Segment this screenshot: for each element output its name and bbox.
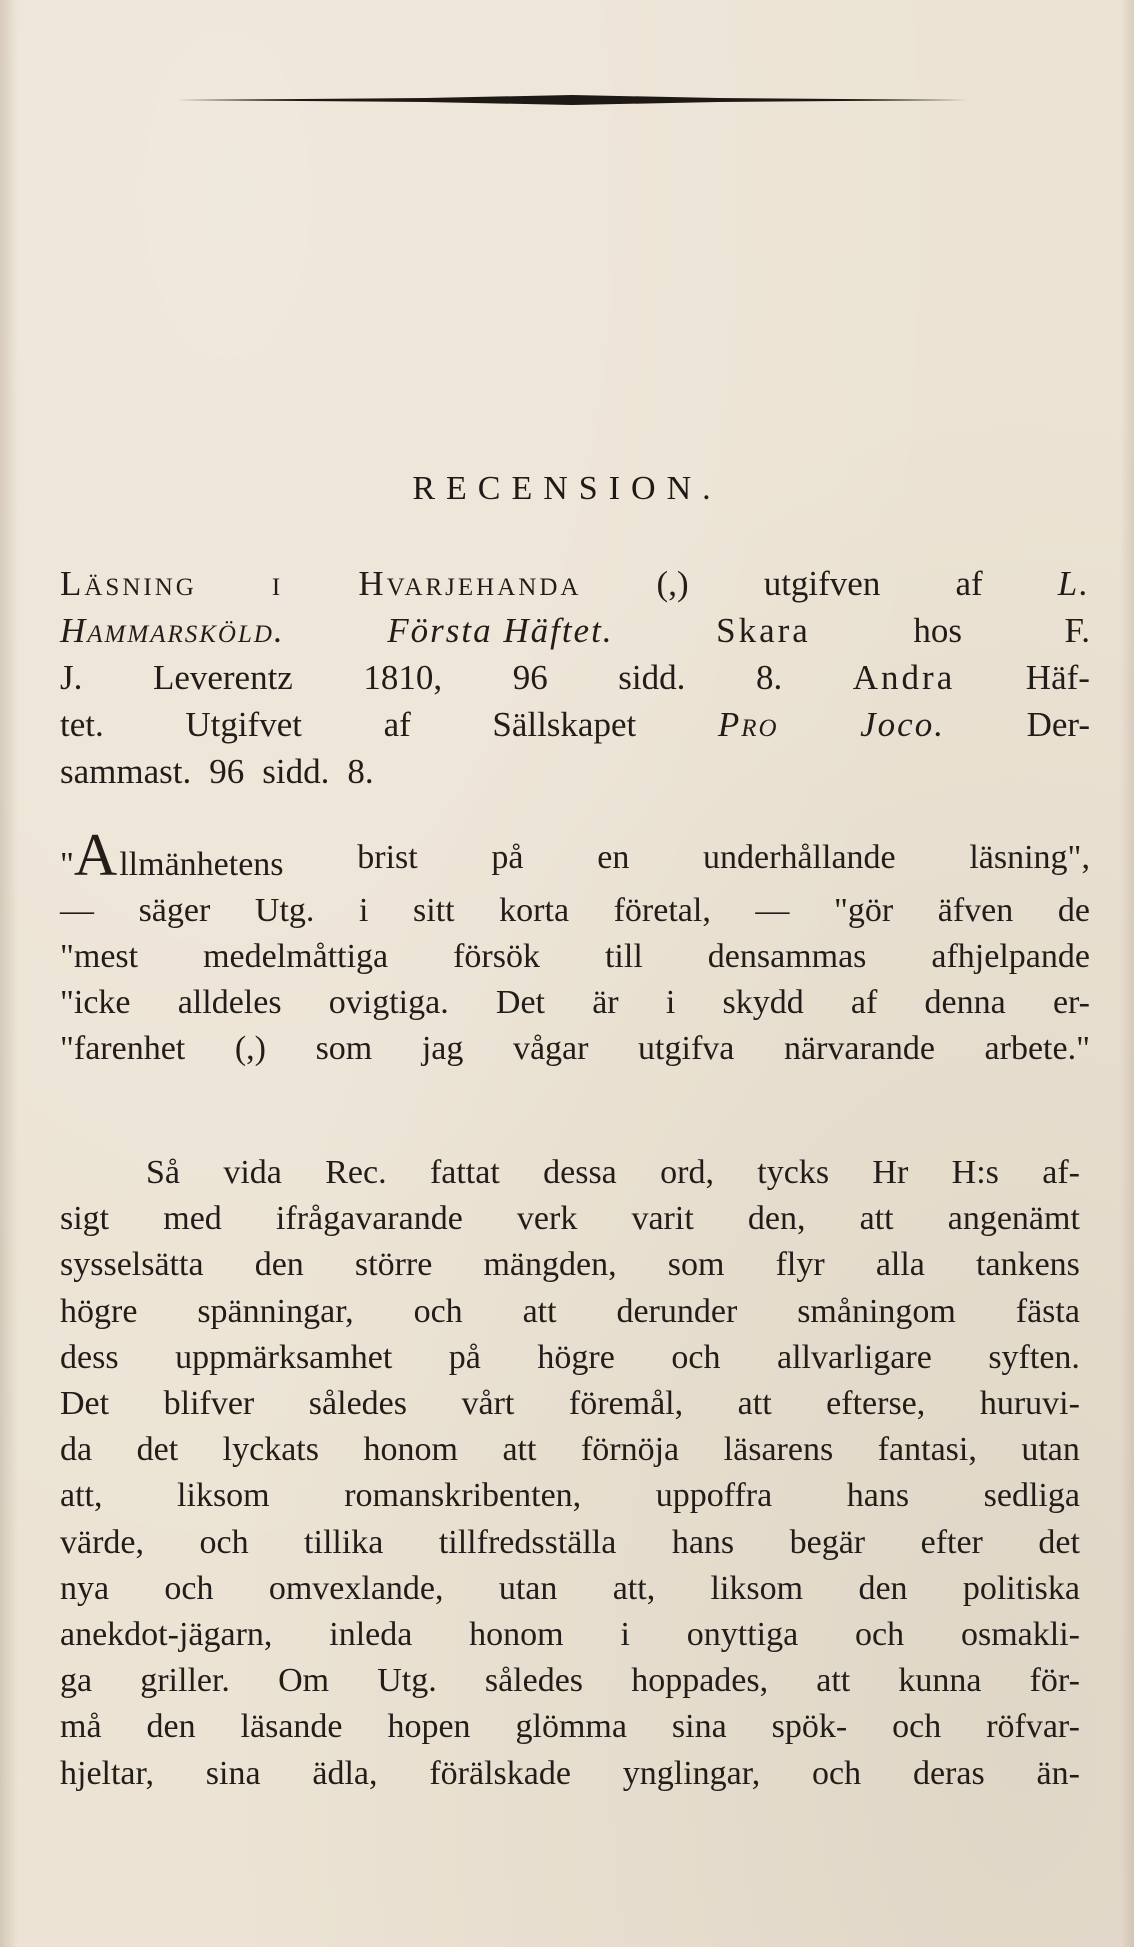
word: den	[254, 1246, 304, 1284]
word: 8.	[347, 752, 374, 791]
word: att	[522, 1292, 557, 1330]
word: sina	[205, 1754, 261, 1792]
word: högre	[537, 1338, 615, 1376]
word: arbete."	[984, 1030, 1090, 1067]
word: af	[850, 984, 878, 1021]
word: utan	[1021, 1431, 1080, 1469]
word: Häf-	[1025, 658, 1090, 697]
word: medelmåttiga	[203, 938, 389, 975]
word: korta	[499, 892, 570, 929]
word: hos	[913, 611, 962, 650]
word: är	[592, 984, 619, 1021]
word: den	[858, 1569, 908, 1607]
word: Rec.	[325, 1154, 387, 1191]
word: hoppades,	[631, 1662, 769, 1700]
word: L.	[1057, 564, 1090, 603]
word: derunder	[616, 1292, 738, 1330]
word: Första Häftet.	[387, 611, 614, 650]
text-line	[60, 1520, 1080, 1566]
word: (,)	[234, 1030, 266, 1067]
word: uppoffra	[655, 1477, 773, 1515]
text-line	[60, 1658, 1080, 1704]
word: röfvar-	[986, 1708, 1080, 1746]
word: (,)	[656, 564, 689, 603]
word: säger	[138, 892, 211, 929]
word: än-	[1036, 1754, 1080, 1792]
page-edge-shadow-left	[0, 0, 18, 1947]
text-line	[60, 1473, 1080, 1519]
word: fattat	[429, 1154, 500, 1191]
word: H:s	[951, 1154, 999, 1191]
word: Om	[278, 1662, 330, 1700]
word: liksom	[177, 1477, 270, 1515]
word: och	[671, 1338, 721, 1376]
text-line	[60, 1026, 1090, 1072]
word: i	[271, 564, 284, 603]
word: alldeles	[177, 984, 282, 1021]
word: förnöja	[580, 1431, 680, 1469]
word: efter	[920, 1523, 983, 1561]
word: F.	[1064, 611, 1090, 650]
word: ifrågavarande	[275, 1200, 463, 1238]
word: da	[60, 1431, 93, 1469]
word: densammas	[707, 938, 867, 975]
word: Det	[495, 984, 545, 1021]
text-line	[60, 1242, 1080, 1288]
word: det	[1038, 1523, 1080, 1561]
word: och	[892, 1708, 942, 1746]
word: Läsning	[60, 564, 197, 603]
word: som	[667, 1246, 725, 1284]
word: tankens	[976, 1246, 1080, 1284]
word: de	[1057, 892, 1090, 929]
word: högre	[60, 1292, 138, 1330]
word: Utgifvet	[185, 705, 302, 744]
text-line	[60, 1566, 1080, 1612]
word: Så	[146, 1154, 180, 1191]
text-line	[60, 1427, 1080, 1473]
word: af	[955, 564, 983, 603]
text-line	[60, 1704, 1080, 1750]
word: i	[620, 1616, 630, 1654]
word: denna	[924, 984, 1006, 1021]
word: närvarande	[783, 1030, 935, 1067]
word: "icke	[60, 984, 131, 1021]
word: Hammarsköld.	[60, 611, 285, 650]
word: 1810,	[363, 658, 443, 697]
word: osmakli-	[960, 1616, 1080, 1654]
word: sigt	[60, 1200, 110, 1238]
word: Pro	[717, 705, 779, 744]
word: läsarens	[723, 1431, 834, 1469]
word: må	[60, 1708, 102, 1746]
word: värde,	[60, 1523, 145, 1561]
text-line	[60, 560, 1090, 607]
ornamental-rule	[176, 92, 968, 108]
word: således	[308, 1385, 407, 1423]
word: till	[604, 938, 643, 975]
word: fästa	[1015, 1292, 1080, 1330]
word: skydd	[722, 984, 804, 1021]
word: att	[737, 1385, 772, 1423]
word: läsande	[240, 1708, 343, 1746]
text-line	[60, 607, 1090, 654]
word: —	[60, 892, 94, 929]
word: syften.	[988, 1338, 1080, 1376]
word: romanskribenten,	[344, 1477, 582, 1515]
word: sysselsätta	[60, 1246, 204, 1284]
word: Leverentz	[152, 658, 293, 697]
word: vågar	[512, 1030, 589, 1067]
word: att,	[60, 1477, 103, 1515]
text-line	[60, 822, 1090, 888]
word: Andra	[852, 658, 956, 697]
word: sitt	[413, 892, 455, 929]
word: att	[816, 1662, 851, 1700]
word: och	[413, 1292, 463, 1330]
word: blifver	[163, 1385, 255, 1423]
word: förälskade	[429, 1754, 571, 1792]
word: lyckats	[222, 1431, 319, 1469]
word: och	[812, 1754, 862, 1792]
text-line	[60, 1612, 1080, 1658]
text-line	[60, 701, 1090, 748]
word: försök	[453, 938, 540, 975]
text-line	[60, 1751, 1080, 1797]
word: griller.	[140, 1662, 230, 1700]
word: vida	[223, 1154, 282, 1191]
word: en	[597, 839, 630, 876]
word: spök-	[771, 1708, 848, 1746]
word: i	[358, 892, 369, 929]
word: Det	[60, 1385, 110, 1423]
word: att,	[612, 1569, 656, 1607]
opening-quote-mark: "	[60, 846, 74, 883]
word: ord,	[660, 1154, 714, 1191]
word: J.	[60, 658, 83, 697]
word: Sällskapet	[492, 705, 637, 744]
review-body-paragraph	[60, 1150, 1080, 1797]
word: dess	[60, 1338, 119, 1376]
word: 96	[512, 658, 548, 697]
word: af	[383, 705, 411, 744]
word: verk	[516, 1200, 578, 1238]
word: Utg.	[254, 892, 315, 929]
word: på	[491, 839, 524, 876]
word: ynglingar,	[622, 1754, 761, 1792]
text-line	[60, 1335, 1080, 1381]
word: hopen	[387, 1708, 471, 1746]
word: med	[163, 1200, 222, 1238]
word: i	[665, 984, 676, 1021]
word: jag	[421, 1030, 464, 1067]
word: utgifven	[763, 564, 881, 603]
text-line	[60, 748, 1090, 795]
word: läsning",	[969, 839, 1090, 876]
word: flyr	[775, 1246, 825, 1284]
word: tillfredsställa	[438, 1523, 617, 1561]
word: ga	[60, 1662, 93, 1700]
word: uppmärksamhet	[175, 1338, 393, 1376]
word: som	[315, 1030, 373, 1067]
word: företal,	[613, 892, 711, 929]
word: Utg.	[377, 1662, 437, 1700]
text-line	[60, 1196, 1080, 1242]
word: och	[199, 1523, 249, 1561]
word: det	[136, 1431, 179, 1469]
word: utan	[498, 1569, 558, 1607]
word: underhållande	[703, 839, 896, 876]
word: hans	[846, 1477, 910, 1515]
word: allvarligare	[777, 1338, 932, 1376]
word: Der-	[1026, 705, 1090, 744]
word: sammast.	[60, 752, 192, 791]
text-line	[60, 888, 1090, 934]
word: äfven	[937, 892, 1014, 929]
word: och	[855, 1616, 905, 1654]
page-heading: RECENSION.	[412, 470, 722, 507]
word: Skara	[716, 611, 811, 650]
page-edge-shadow-right	[1120, 0, 1134, 1947]
word: Joco.	[860, 705, 945, 744]
word: mängden,	[483, 1246, 617, 1284]
word: fantasi,	[877, 1431, 977, 1469]
word: ovigtiga.	[328, 984, 449, 1021]
word: Hr	[872, 1154, 909, 1191]
word: 96	[209, 752, 245, 791]
text-line	[60, 934, 1090, 980]
bibliographic-entry	[60, 560, 1090, 795]
word: vårt	[461, 1385, 515, 1423]
word: för-	[1029, 1662, 1080, 1700]
word: efterse,	[826, 1385, 926, 1423]
word: småningom	[797, 1292, 956, 1330]
text-line	[60, 1289, 1080, 1335]
word: inleda	[329, 1616, 413, 1654]
word: större	[354, 1246, 433, 1284]
drop-cap-word	[60, 822, 284, 888]
word: honom	[469, 1616, 564, 1654]
word: kunna	[898, 1662, 982, 1700]
word: sina	[671, 1708, 727, 1746]
word: —	[755, 892, 790, 929]
word: nya	[60, 1569, 110, 1607]
word: ädla,	[312, 1754, 378, 1792]
word: föremål,	[568, 1385, 684, 1423]
text-line	[60, 1381, 1080, 1427]
word: spänningar,	[197, 1292, 354, 1330]
word: Hvarjehanda	[358, 564, 582, 603]
drop-cap-letter: A	[73, 822, 118, 888]
word: afhjelpande	[931, 938, 1090, 975]
word: brist	[357, 839, 418, 876]
word: sedliga	[983, 1477, 1080, 1515]
word: tet.	[60, 705, 104, 744]
word: begär	[789, 1523, 866, 1561]
word: er-	[1052, 984, 1090, 1021]
word: af-	[1042, 1154, 1080, 1191]
word: den	[146, 1708, 196, 1746]
text-line	[60, 1150, 1080, 1196]
word: deras	[912, 1754, 985, 1792]
word: sidd.	[618, 658, 686, 697]
word: tycks	[757, 1154, 830, 1191]
word: tillika	[304, 1523, 384, 1561]
word: hjeltar,	[60, 1754, 154, 1792]
word: huruvi-	[979, 1385, 1080, 1423]
word: angenämt	[947, 1200, 1080, 1238]
word: hans	[671, 1523, 735, 1561]
word: "farenhet	[60, 1030, 186, 1067]
word: liksom	[710, 1569, 804, 1607]
word: utgifva	[638, 1030, 735, 1067]
word: att	[859, 1200, 894, 1238]
word: och	[164, 1569, 214, 1607]
word: glömma	[515, 1708, 627, 1746]
word: anekdot-jägarn,	[60, 1616, 273, 1654]
word: honom	[363, 1431, 458, 1469]
word: varit	[631, 1200, 694, 1238]
word: 8.	[755, 658, 783, 697]
word: på	[448, 1338, 481, 1376]
word: den,	[747, 1200, 806, 1238]
word: onyttiga	[686, 1616, 799, 1654]
word: "gör	[833, 892, 894, 929]
word: att	[502, 1431, 537, 1469]
word: llmänhetens	[119, 846, 284, 883]
quoted-preface-passage	[60, 822, 1090, 1072]
word: således	[484, 1662, 584, 1700]
text-line	[60, 654, 1090, 701]
word: politiska	[962, 1569, 1080, 1607]
word: "mest	[60, 938, 139, 975]
word: omvexlande,	[268, 1569, 444, 1607]
word: sidd.	[262, 752, 330, 791]
word: dessa	[543, 1154, 617, 1191]
word: alla	[875, 1246, 925, 1284]
text-line	[60, 980, 1090, 1026]
